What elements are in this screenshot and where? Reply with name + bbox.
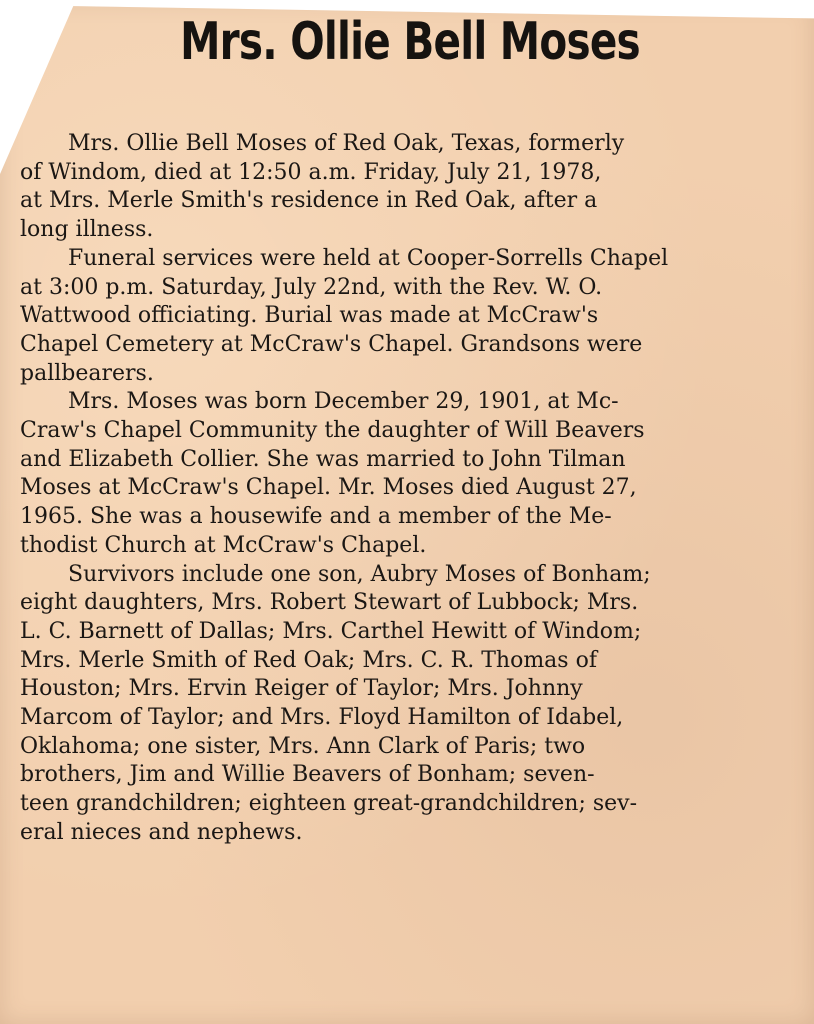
obituary-body bbox=[20, 130, 805, 848]
obituary-title: Mrs. Ollie Bell Moses bbox=[180, 12, 640, 72]
paragraph-1-line-4: long illness. bbox=[20, 217, 154, 243]
paragraph-2-line-1: Funeral services were held at Cooper-Sorrells Chapel bbox=[68, 245, 669, 271]
paragraph-4-line-4: Mrs. Merle Smith of Red Oak; Mrs. C. R. Thomas of bbox=[20, 647, 597, 673]
paragraph-4-line-7: Oklahoma; one sister, Mrs. Ann Clark of Paris; two bbox=[20, 733, 586, 759]
paragraph-4-line-10: eral nieces and nephews. bbox=[20, 819, 303, 845]
paragraph-3-line-4: Moses at McCraw's Chapel. Mr. Moses died August 27, bbox=[20, 475, 637, 501]
paragraph-4-line-2: eight daughters, Mrs. Robert Stewart of Lubbock; Mrs. bbox=[20, 590, 639, 616]
paragraph-4-line-9: teen grandchildren; eighteen great-grandchildren; sev- bbox=[20, 791, 638, 817]
paragraph-3-line-1: Mrs. Moses was born December 29, 1901, at Mc- bbox=[68, 389, 619, 415]
paragraph-1-line-1: Mrs. Ollie Bell Moses of Red Oak, Texas, formerly bbox=[68, 131, 625, 156]
paragraph-4-line-5: Houston; Mrs. Ervin Reiger of Taylor; Mrs. Johnny bbox=[20, 676, 583, 702]
paragraph-4-line-6: Marcom of Taylor; and Mrs. Floyd Hamilton of Idabel, bbox=[20, 705, 624, 731]
paragraph-4-line-3: L. C. Barnett of Dallas; Mrs. Carthel Hewitt of Windom; bbox=[20, 618, 642, 644]
paragraph-1-line-2: of Windom, died at 12:50 a.m. Friday, July 21, 1978, bbox=[20, 159, 602, 185]
paragraph-2-line-3: Wattwood officiating. Burial was made at McCraw's bbox=[20, 303, 599, 329]
paragraph-4-line-8: brothers, Jim and Willie Beavers of Bonham; seven- bbox=[20, 762, 595, 788]
paragraph-3-line-6: thodist Church at McCraw's Chapel. bbox=[20, 532, 427, 558]
paragraph-1-line-3: at Mrs. Merle Smith's residence in Red Oak, after a bbox=[20, 188, 598, 214]
paragraph-3-line-2: Craw's Chapel Community the daughter of Will Beavers bbox=[20, 418, 645, 444]
paragraph-2-line-5: pallbearers. bbox=[20, 360, 154, 386]
paragraph-3-line-3: and Elizabeth Collier. She was married to John Tilman bbox=[20, 446, 626, 472]
paragraph-2-line-2: at 3:00 p.m. Saturday, July 22nd, with the Rev. W. O. bbox=[20, 274, 603, 300]
paragraph-3-line-5: 1965. She was a housewife and a member of the Me- bbox=[20, 504, 612, 530]
paragraph-4-line-1: Survivors include one son, Aubry Moses of Bonham; bbox=[68, 561, 651, 587]
paragraph-2-line-4: Chapel Cemetery at McCraw's Chapel. Grandsons were bbox=[20, 331, 643, 357]
